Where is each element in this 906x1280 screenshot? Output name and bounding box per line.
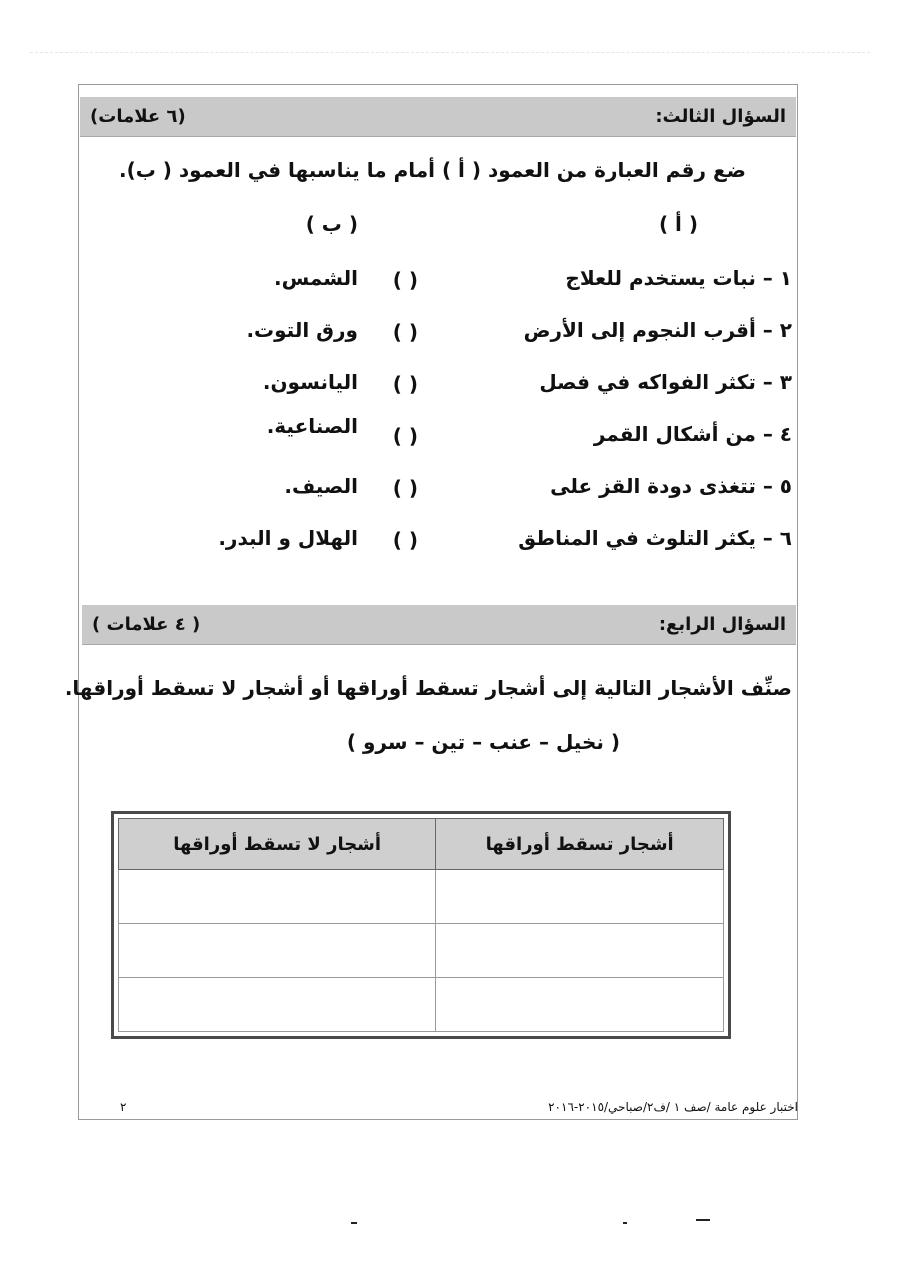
column-a-item-4: ٤ – من أشكال القمر [593, 422, 792, 446]
column-b-header: ( ب ) [305, 212, 358, 236]
scan-mark [696, 1219, 710, 1221]
question-3-header [80, 97, 796, 137]
answer-blank-2[interactable]: ( ) [392, 320, 418, 344]
answer-blank-6[interactable]: ( ) [392, 528, 418, 552]
question-4-marks: ( ٤ علامات ) [92, 614, 201, 635]
column-a-item-3: ٣ – تكثر الفواكه في فصل [539, 370, 792, 394]
column-a-item-6: ٦ – يكثر التلوث في المناطق [518, 526, 792, 550]
answer-blank-5[interactable]: ( ) [392, 476, 418, 500]
trees-word-list: ( نخيل – عنب – تين – سرو ) [346, 730, 620, 754]
column-a-item-2: ٢ – أقرب النجوم إلى الأرض [523, 318, 792, 342]
column-b-item-4: الصناعية. [266, 414, 358, 438]
answer-blank-4[interactable]: ( ) [392, 424, 418, 448]
scan-top-line [30, 52, 870, 54]
scan-mark [623, 1222, 627, 1224]
table-header-evergreen: أشجار لا تسقط أوراقها [119, 819, 436, 870]
column-b-item-6: الهلال و البدر. [218, 526, 358, 550]
column-b-item-2: ورق التوت. [246, 318, 358, 342]
column-b-item-1: الشمس. [274, 266, 358, 290]
table-cell-evergreen[interactable] [119, 870, 436, 924]
column-a-item-5: ٥ – تتغذى دودة القز على [550, 474, 792, 498]
table-row [119, 978, 724, 1032]
column-b-item-5: الصيف. [284, 474, 358, 498]
classification-table-frame [111, 811, 731, 1039]
table-cell-evergreen[interactable] [119, 978, 436, 1032]
answer-blank-3[interactable]: ( ) [392, 372, 418, 396]
table-row [119, 924, 724, 978]
table-header-deciduous: أشجار تسقط أوراقها [436, 819, 724, 870]
question-4-title: السؤال الرابع: [658, 614, 786, 635]
classification-table [118, 818, 724, 1032]
question-3-instruction: ضع رقم العبارة من العمود ( أ ) أمام ما يناسبها في العمود ( ب). [119, 158, 746, 182]
column-a-item-1: ١ – نبات يستخدم للعلاج [565, 266, 792, 290]
scan-mark [351, 1222, 357, 1224]
table-cell-evergreen[interactable] [119, 924, 436, 978]
table-cell-deciduous[interactable] [436, 870, 724, 924]
footer-page-number: ٢ [120, 1100, 127, 1114]
question-3-marks: (٦ علامات) [90, 106, 186, 127]
question-4-instruction: صنِّف الأشجار التالية إلى أشجار تسقط أوراقها أو أشجار لا تسقط أوراقها. [64, 676, 792, 700]
column-a-header: ( أ ) [658, 212, 698, 236]
table-cell-deciduous[interactable] [436, 924, 724, 978]
question-4-header [82, 605, 796, 645]
footer-exam-info: اختبار علوم عامة /صف ١ /ف٢/صباحي/٢٠١٥-٢٠١٦ [548, 1100, 798, 1114]
table-row [119, 870, 724, 924]
question-3-title: السؤال الثالث: [655, 106, 786, 127]
column-b-item-3: اليانسون. [262, 370, 358, 394]
table-cell-deciduous[interactable] [436, 978, 724, 1032]
answer-blank-1[interactable]: ( ) [392, 268, 418, 292]
